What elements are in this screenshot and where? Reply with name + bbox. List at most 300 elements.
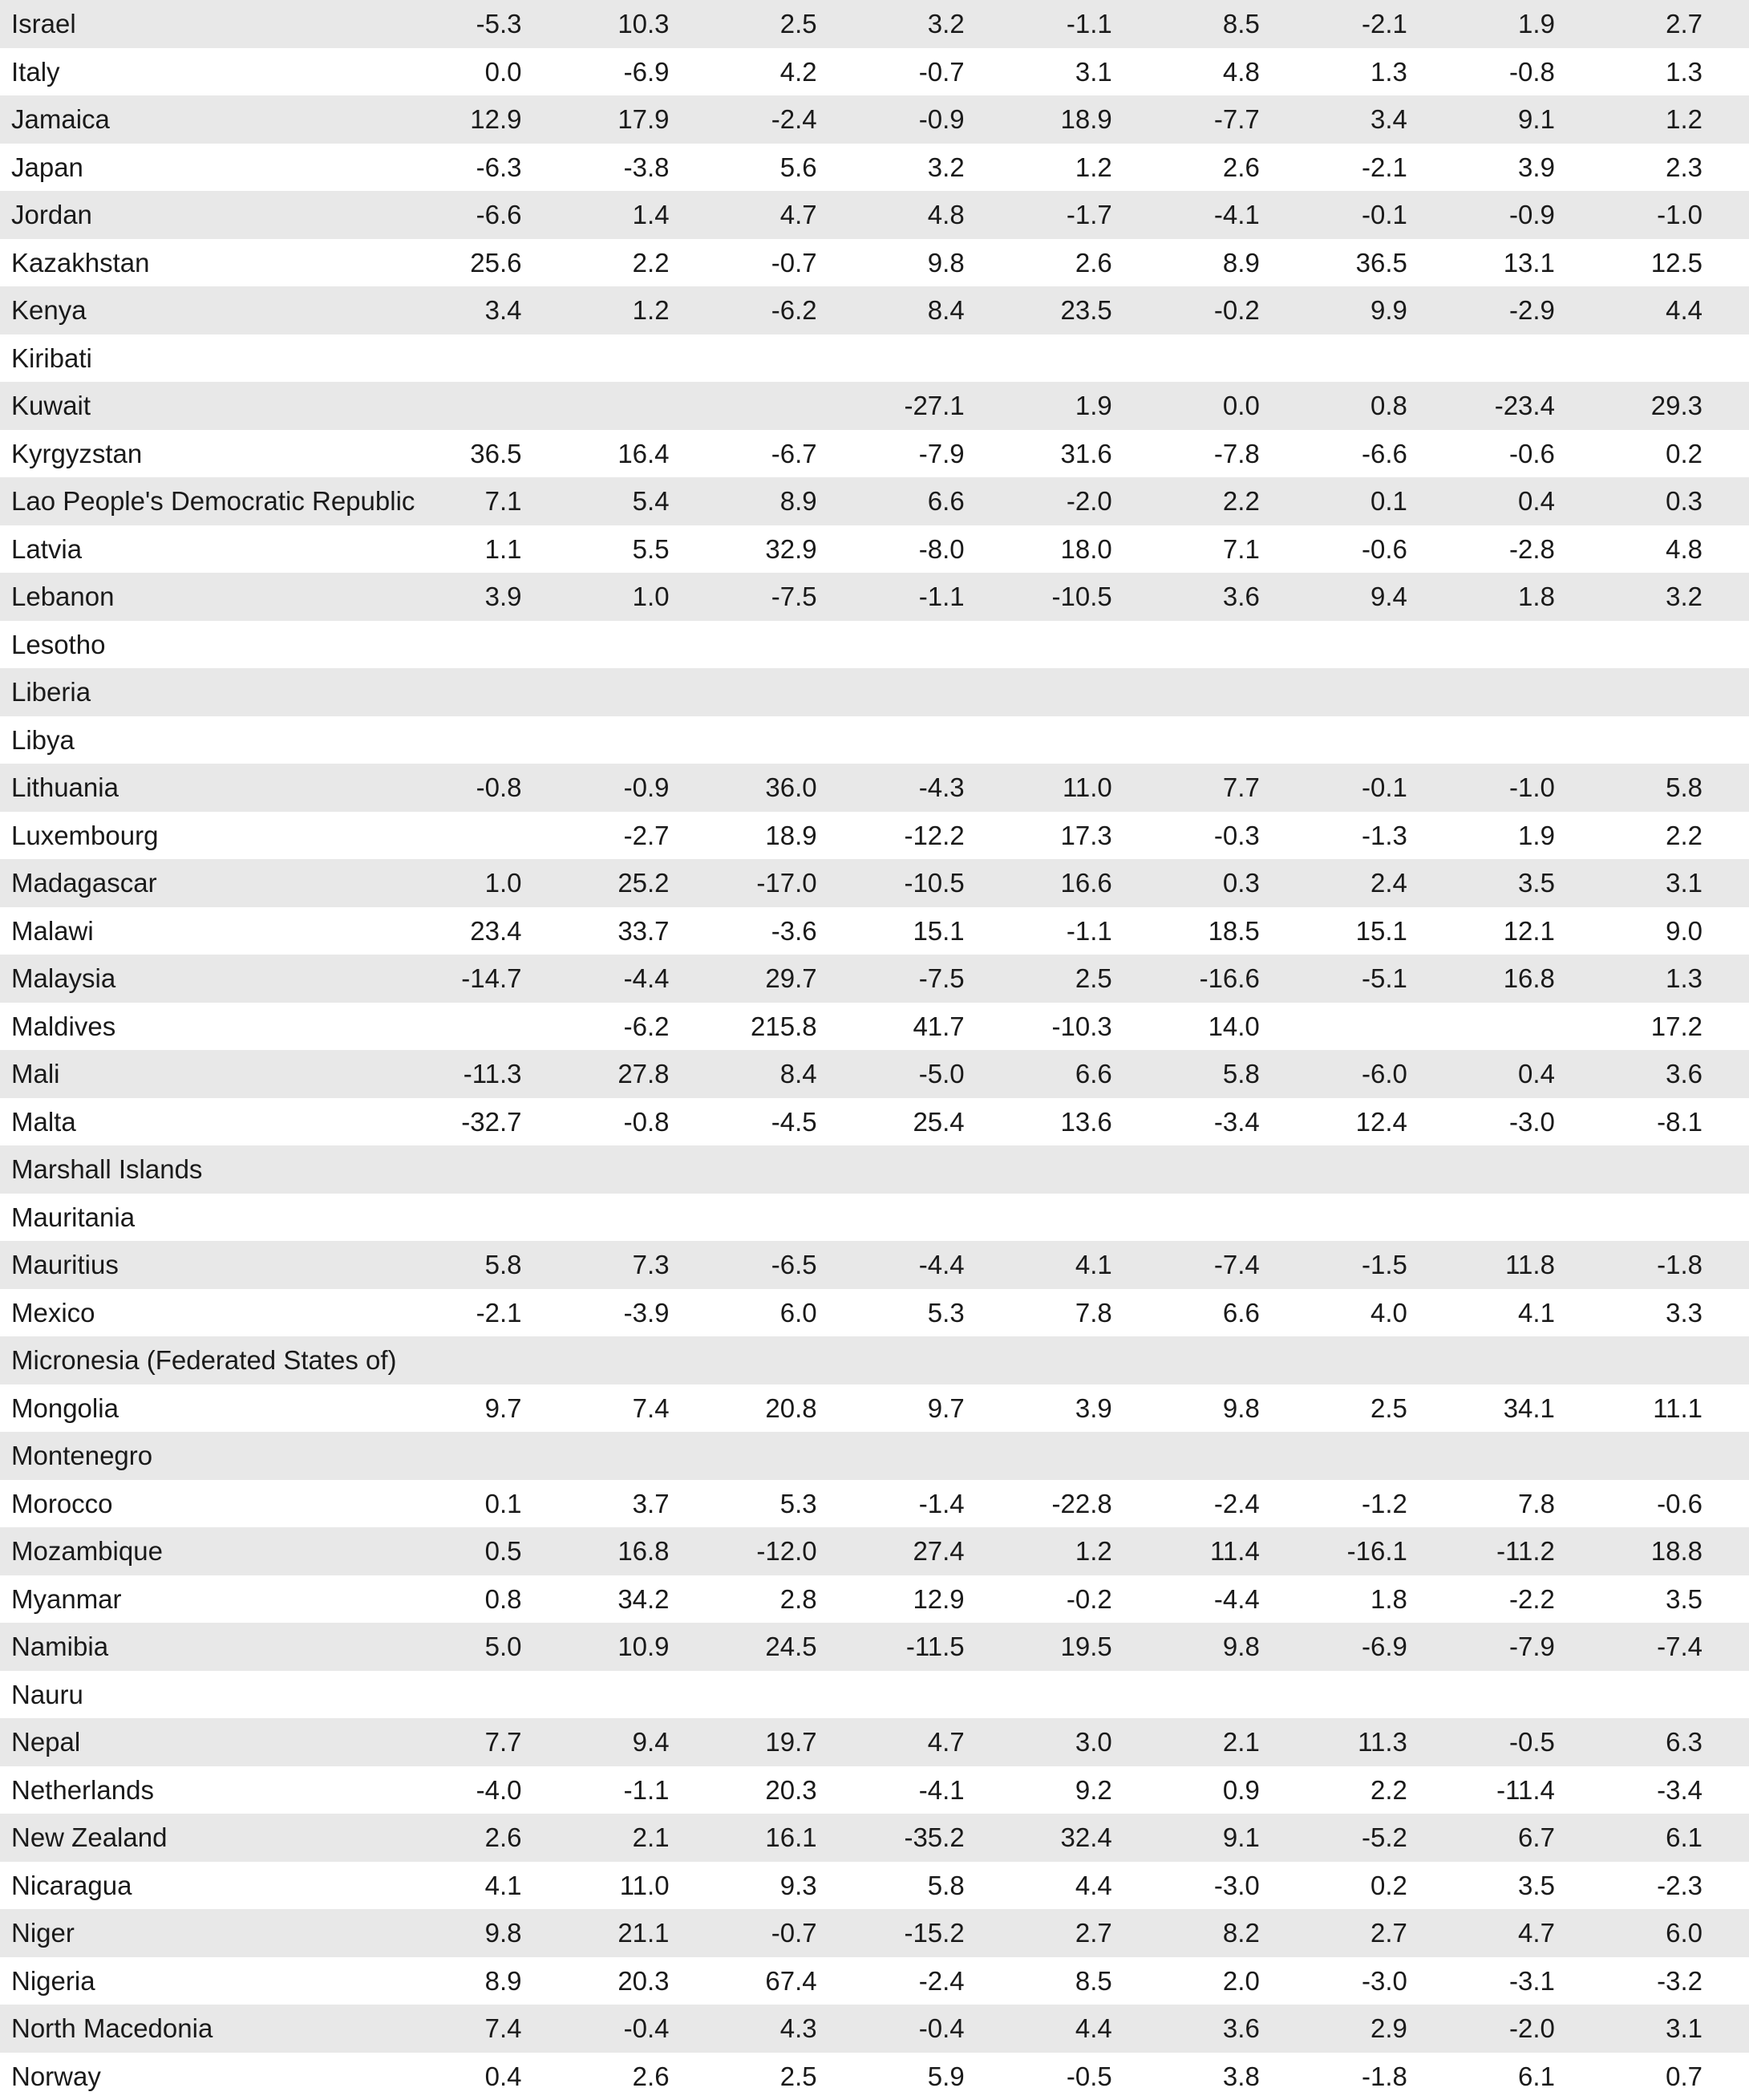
value-cell: -0.7 [716,239,864,287]
value-cell: 1.9 [1454,0,1601,48]
value-cell: 0.9 [1159,1766,1306,1814]
country-name-cell: Niger [0,1909,420,1957]
value-cell [1454,621,1601,669]
value-cell: -4.4 [568,955,715,1003]
country-name-cell: Netherlands [0,1766,420,1814]
value-cell [716,382,864,430]
value-cell: 18.5 [1159,907,1306,955]
value-cell: -5.2 [1306,1814,1454,1862]
value-cell [568,382,715,430]
value-cell: 3.1 [1601,2005,1749,2053]
value-cell: 4.3 [716,2005,864,2053]
value-cell: -0.8 [568,1098,715,1146]
value-cell: -3.4 [1159,1098,1306,1146]
value-cell: 36.5 [420,430,568,478]
value-cell [1159,334,1306,383]
value-cell: -0.9 [568,764,715,812]
value-cell: 12.5 [1601,239,1749,287]
value-cell: -7.4 [1159,1241,1306,1289]
value-cell: -0.9 [864,95,1011,144]
value-cell [568,1432,715,1480]
value-cell: -0.8 [1454,48,1601,96]
country-name-cell: Luxembourg [0,812,420,860]
value-cell: -6.9 [1306,1623,1454,1671]
country-name-cell: Kazakhstan [0,239,420,287]
value-cell: 1.3 [1601,955,1749,1003]
value-cell: -6.6 [1306,430,1454,478]
value-cell: -8.0 [864,525,1011,574]
value-cell: -6.9 [568,48,715,96]
value-cell [420,1432,568,1480]
table-row [0,525,1749,574]
value-cell: 6.1 [1601,1814,1749,1862]
value-cell: 9.4 [568,1718,715,1766]
value-cell: 2.6 [420,1814,568,1862]
value-cell: 19.5 [1011,1623,1159,1671]
value-cell [864,334,1011,383]
value-cell: 1.2 [1011,1527,1159,1575]
value-cell [1601,621,1749,669]
value-cell: 2.4 [1306,859,1454,907]
value-cell [568,668,715,716]
value-cell: -1.4 [864,1480,1011,1528]
table-row [0,1575,1749,1624]
value-cell: 1.2 [1601,95,1749,144]
value-cell [568,334,715,383]
value-cell: 0.0 [1159,382,1306,430]
value-cell: -2.8 [1454,525,1601,574]
value-cell [716,1336,864,1384]
value-cell: 9.3 [716,1862,864,1910]
value-cell: 16.4 [568,430,715,478]
value-cell [1454,334,1601,383]
value-cell: 1.8 [1454,573,1601,621]
value-cell: 4.2 [716,48,864,96]
value-cell: -2.0 [1011,477,1159,525]
value-cell: 1.1 [420,525,568,574]
value-cell: 18.9 [716,812,864,860]
value-cell: -7.5 [864,955,1011,1003]
table-row [0,1957,1749,2005]
value-cell [1601,1432,1749,1480]
value-cell: -0.1 [1306,764,1454,812]
value-cell: 10.9 [568,1623,715,1671]
value-cell [1011,668,1159,716]
value-cell [1601,716,1749,764]
value-cell: 4.4 [1601,286,1749,334]
value-cell: 0.4 [1454,1050,1601,1098]
value-cell [864,1336,1011,1384]
value-cell: -0.6 [1601,1480,1749,1528]
value-cell: 6.3 [1601,1718,1749,1766]
value-cell: -4.4 [864,1241,1011,1289]
value-cell: 27.8 [568,1050,715,1098]
value-cell: 17.2 [1601,1003,1749,1051]
value-cell [568,1145,715,1194]
value-cell: 7.1 [1159,525,1306,574]
value-cell: -16.1 [1306,1527,1454,1575]
country-name-cell: Italy [0,48,420,96]
value-cell: -3.0 [1454,1098,1601,1146]
value-cell: 8.4 [716,1050,864,1098]
value-cell: -1.1 [1011,0,1159,48]
value-cell [864,1194,1011,1242]
value-cell: -2.4 [864,1957,1011,2005]
country-name-cell: Malaysia [0,955,420,1003]
value-cell: 2.6 [1159,144,1306,192]
value-cell [1306,621,1454,669]
value-cell: 2.3 [1601,144,1749,192]
value-cell [420,382,568,430]
table-row [0,1862,1749,1910]
value-cell: -1.7 [1011,191,1159,239]
value-cell [716,1432,864,1480]
value-cell: -0.5 [1454,1718,1601,1766]
value-cell: -0.2 [1011,1575,1159,1624]
value-cell [420,621,568,669]
value-cell: 7.8 [1454,1480,1601,1528]
value-cell: 3.2 [864,144,1011,192]
value-cell: 11.4 [1159,1527,1306,1575]
value-cell: 7.8 [1011,1289,1159,1337]
value-cell: 17.3 [1011,812,1159,860]
value-cell: 6.1 [1454,2053,1601,2100]
value-cell: -0.7 [716,1909,864,1957]
value-cell: -1.2 [1306,1480,1454,1528]
value-cell: -3.9 [568,1289,715,1337]
country-name-cell: Israel [0,0,420,48]
value-cell: -16.6 [1159,955,1306,1003]
value-cell: 1.0 [568,573,715,621]
value-cell: 2.6 [1011,239,1159,287]
country-name-cell: Mozambique [0,1527,420,1575]
country-name-cell: Kenya [0,286,420,334]
value-cell: -6.5 [716,1241,864,1289]
country-name-cell: Mali [0,1050,420,1098]
value-cell [1454,1336,1601,1384]
value-cell: 1.8 [1306,1575,1454,1624]
value-cell: 2.7 [1601,0,1749,48]
value-cell: 4.4 [1011,2005,1159,2053]
value-cell: 9.7 [420,1384,568,1433]
value-cell [1601,1145,1749,1194]
country-name-cell: Kyrgyzstan [0,430,420,478]
value-cell: 2.7 [1306,1909,1454,1957]
value-cell: 16.1 [716,1814,864,1862]
value-cell: 2.6 [568,2053,715,2100]
value-cell [1454,1145,1601,1194]
value-cell: 9.8 [420,1909,568,1957]
value-cell: 20.3 [716,1766,864,1814]
value-cell [1306,668,1454,716]
value-cell: 2.1 [1159,1718,1306,1766]
value-cell: 0.3 [1601,477,1749,525]
value-cell: 36.0 [716,764,864,812]
value-cell [864,668,1011,716]
country-name-cell: Liberia [0,668,420,716]
value-cell: 7.1 [420,477,568,525]
value-cell: 20.3 [568,1957,715,2005]
value-cell: 32.9 [716,525,864,574]
value-cell [420,716,568,764]
value-cell: 32.4 [1011,1814,1159,1862]
value-cell [716,1194,864,1242]
value-cell: -5.0 [864,1050,1011,1098]
value-cell: 41.7 [864,1003,1011,1051]
value-cell: 1.0 [420,859,568,907]
value-cell [1159,1432,1306,1480]
value-cell: 9.0 [1601,907,1749,955]
value-cell: 9.2 [1011,1766,1159,1814]
value-cell: 16.8 [1454,955,1601,1003]
value-cell: -4.0 [420,1766,568,1814]
value-cell: -1.3 [1306,812,1454,860]
value-cell: -2.4 [1159,1480,1306,1528]
value-cell: 2.8 [716,1575,864,1624]
value-cell [1601,1194,1749,1242]
value-cell [1601,334,1749,383]
value-cell: -22.8 [1011,1480,1159,1528]
value-cell: -6.7 [716,430,864,478]
table-row [0,1671,1749,1719]
value-cell: -2.4 [716,95,864,144]
value-cell: 12.9 [864,1575,1011,1624]
value-cell: 215.8 [716,1003,864,1051]
country-name-cell: Nicaragua [0,1862,420,1910]
value-cell: 36.5 [1306,239,1454,287]
value-cell [1601,668,1749,716]
value-cell: 7.3 [568,1241,715,1289]
value-cell: 0.1 [420,1480,568,1528]
table-row [0,812,1749,860]
value-cell: 3.9 [1011,1384,1159,1433]
value-cell: -0.7 [864,48,1011,96]
value-cell [1601,1336,1749,1384]
value-cell: 4.8 [864,191,1011,239]
table-row [0,239,1749,287]
value-cell [864,621,1011,669]
value-cell: 5.5 [568,525,715,574]
value-cell: 9.7 [864,1384,1011,1433]
value-cell: -2.0 [1454,2005,1601,2053]
value-cell [716,1671,864,1719]
value-cell: 1.3 [1601,48,1749,96]
value-cell: 25.2 [568,859,715,907]
table-row [0,286,1749,334]
value-cell: -1.8 [1601,1241,1749,1289]
value-cell: 9.8 [1159,1384,1306,1433]
value-cell: -5.3 [420,0,568,48]
value-cell: 13.6 [1011,1098,1159,1146]
value-cell [1159,716,1306,764]
country-name-cell: Jordan [0,191,420,239]
value-cell [568,1671,715,1719]
value-cell: 8.9 [1159,239,1306,287]
table-row [0,334,1749,383]
value-cell: -15.2 [864,1909,1011,1957]
value-cell: 7.4 [420,2005,568,2053]
value-cell: -6.3 [420,144,568,192]
value-cell: 6.0 [716,1289,864,1337]
value-cell: 34.2 [568,1575,715,1624]
value-cell: 8.2 [1159,1909,1306,1957]
value-cell [716,334,864,383]
country-name-cell: Malta [0,1098,420,1146]
value-cell [420,1336,568,1384]
country-name-cell: Lesotho [0,621,420,669]
value-cell [716,716,864,764]
value-cell: 33.7 [568,907,715,955]
value-cell: 2.5 [1306,1384,1454,1433]
value-cell [864,716,1011,764]
value-cell: -17.0 [716,859,864,907]
country-name-cell: Lithuania [0,764,420,812]
value-cell: -35.2 [864,1814,1011,1862]
value-cell: 8.9 [716,477,864,525]
value-cell: 34.1 [1454,1384,1601,1433]
table-row [0,95,1749,144]
value-cell: -1.5 [1306,1241,1454,1289]
value-cell: 1.3 [1306,48,1454,96]
country-name-cell: Madagascar [0,859,420,907]
value-cell: -3.0 [1159,1862,1306,1910]
value-cell: 11.3 [1306,1718,1454,1766]
value-cell: 31.6 [1011,430,1159,478]
value-cell [716,621,864,669]
table-row [0,144,1749,192]
country-name-cell: Latvia [0,525,420,574]
value-cell: 2.2 [568,239,715,287]
value-cell: 18.0 [1011,525,1159,574]
value-cell: 14.0 [1159,1003,1306,1051]
value-cell: 16.8 [568,1527,715,1575]
value-cell: -0.1 [1306,191,1454,239]
value-cell: 2.9 [1306,2005,1454,2053]
value-cell: -7.5 [716,573,864,621]
value-cell: -6.6 [420,191,568,239]
value-cell: -7.7 [1159,95,1306,144]
table-row [0,1145,1749,1194]
value-cell: 6.6 [1159,1289,1306,1337]
value-cell: 3.6 [1601,1050,1749,1098]
value-cell: -10.5 [1011,573,1159,621]
value-cell [1306,1145,1454,1194]
value-cell [1306,334,1454,383]
table-row [0,1527,1749,1575]
value-cell: 21.1 [568,1909,715,1957]
value-cell: 29.3 [1601,382,1749,430]
value-cell [1454,668,1601,716]
value-cell: 0.8 [420,1575,568,1624]
table-row [0,1384,1749,1433]
table-row [0,1003,1749,1051]
country-name-cell: Norway [0,2053,420,2100]
value-cell: 3.3 [1601,1289,1749,1337]
value-cell: 7.4 [568,1384,715,1433]
table-row [0,668,1749,716]
value-cell: 5.9 [864,2053,1011,2100]
value-cell: 7.7 [420,1718,568,1766]
table-row [0,1480,1749,1528]
value-cell: 12.1 [1454,907,1601,955]
value-cell: 0.2 [1601,430,1749,478]
value-cell: 11.0 [1011,764,1159,812]
value-cell: -4.1 [1159,191,1306,239]
value-cell: -23.4 [1454,382,1601,430]
value-cell: -3.8 [568,144,715,192]
value-cell: -0.3 [1159,812,1306,860]
value-cell [420,1145,568,1194]
value-cell: 11.1 [1601,1384,1749,1433]
value-cell: -32.7 [420,1098,568,1146]
value-cell [420,812,568,860]
value-cell: 5.3 [716,1480,864,1528]
value-cell: 3.5 [1454,1862,1601,1910]
value-cell: -27.1 [864,382,1011,430]
table-row [0,955,1749,1003]
value-cell: 3.0 [1011,1718,1159,1766]
value-cell: 3.5 [1601,1575,1749,1624]
value-cell: -4.4 [1159,1575,1306,1624]
value-cell [1159,1671,1306,1719]
value-cell: 9.8 [864,239,1011,287]
value-cell: 4.7 [1454,1909,1601,1957]
value-cell: 9.9 [1306,286,1454,334]
value-cell [568,1194,715,1242]
value-cell: 6.6 [1011,1050,1159,1098]
value-cell: 2.2 [1306,1766,1454,1814]
country-name-cell: Mexico [0,1289,420,1337]
value-cell: 1.2 [1011,144,1159,192]
value-cell: 9.4 [1306,573,1454,621]
value-cell: -12.2 [864,812,1011,860]
country-name-cell: Namibia [0,1623,420,1671]
country-name-cell: North Macedonia [0,2005,420,2053]
value-cell [1601,1671,1749,1719]
value-cell: 3.1 [1011,48,1159,96]
table-row [0,477,1749,525]
value-cell [864,1145,1011,1194]
value-cell: 23.4 [420,907,568,955]
value-cell: -2.1 [1306,144,1454,192]
country-name-cell: Libya [0,716,420,764]
value-cell: 5.8 [420,1241,568,1289]
value-cell [1306,1003,1454,1051]
table-row [0,48,1749,96]
value-cell: -1.1 [568,1766,715,1814]
value-cell: 4.4 [1011,1862,1159,1910]
country-name-cell: Jamaica [0,95,420,144]
value-cell: 0.2 [1306,1862,1454,1910]
country-name-cell: Myanmar [0,1575,420,1624]
value-cell: 0.7 [1601,2053,1749,2100]
value-cell: 11.0 [568,1862,715,1910]
country-name-cell: Montenegro [0,1432,420,1480]
value-cell: -4.3 [864,764,1011,812]
country-name-cell: Lebanon [0,573,420,621]
value-cell [420,668,568,716]
value-cell: 5.8 [1159,1050,1306,1098]
country-name-cell: Mongolia [0,1384,420,1433]
value-cell: 4.8 [1601,525,1749,574]
value-cell [568,621,715,669]
value-cell: 8.5 [1159,0,1306,48]
value-cell: 3.8 [1159,2053,1306,2100]
value-cell: -3.6 [716,907,864,955]
country-name-cell: Marshall Islands [0,1145,420,1194]
value-cell: -4.1 [864,1766,1011,1814]
table-row [0,2005,1749,2053]
